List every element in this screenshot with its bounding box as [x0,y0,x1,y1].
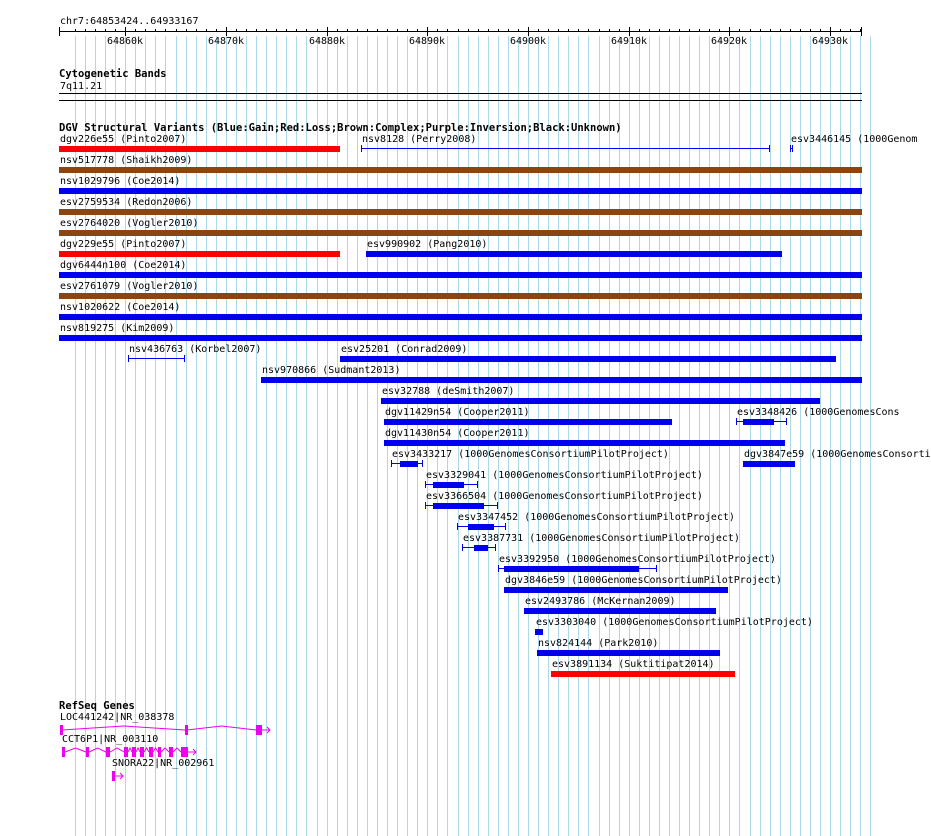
variant-core-bar[interactable] [433,503,484,509]
variant-label: esv2493786 (McKernan2009) [525,596,676,607]
dgv-track-title: DGV Structural Variants (Blue:Gain;Red:Loss;Brown:Complex;Purple:Inversion;Black:Unknown) [59,122,622,134]
ruler-minor-tick [659,29,660,32]
ruler-minor-tick [478,29,479,32]
variant-bar[interactable] [537,650,720,656]
ruler-minor-tick [256,29,257,32]
ruler-minor-tick [155,29,156,32]
ruler-minor-tick [468,29,469,32]
ruler-minor-tick [508,29,509,32]
ruler-minor-tick [458,29,459,32]
ruler-minor-tick [568,29,569,32]
variant-bar[interactable] [59,251,340,257]
ruler-major-tick [427,27,428,36]
ruler-major-tick [327,27,328,36]
gene-exon [185,725,188,735]
ruler-minor-tick [639,29,640,32]
variant-span-line[interactable] [128,358,185,359]
variant-bar[interactable] [59,209,862,215]
variant-bar[interactable] [261,377,862,383]
variant-label: esv3387731 (1000GenomesConsortiumPilotProject) [463,533,740,544]
variant-label: nsv436763 (Korbel2007) [129,344,262,355]
ruler-minor-tick [145,29,146,32]
ruler-minor-tick [840,29,841,32]
variant-label: esv3329041 (1000GenomesConsortiumPilotProject) [426,470,703,481]
gene-intron [89,748,106,752]
variant-bar[interactable] [381,398,820,404]
ruler-minor-tick [135,29,136,32]
ruler-minor-tick [206,29,207,32]
ruler-minor-tick [317,29,318,32]
ruler-minor-tick [417,29,418,32]
gene-model[interactable] [112,769,142,783]
variant-bar[interactable] [384,419,672,425]
ruler-minor-tick [790,29,791,32]
variant-end-cap [477,481,478,488]
ruler-end-tick [59,27,60,36]
variant-label: dgv229e55 (Pinto2007) [60,239,187,250]
variant-core-bar[interactable] [474,545,488,551]
ruler-end-tick [861,27,862,36]
ruler-minor-tick [337,29,338,32]
gene-exon [140,747,144,757]
variant-label: dgv11429n54 (Cooper2011) [385,407,530,418]
gene-exon [62,747,65,757]
variant-bar[interactable] [59,314,862,320]
ruler-minor-tick [196,29,197,32]
ruler-minor-tick [770,29,771,32]
ruler-minor-tick [186,29,187,32]
ruler-minor-tick [739,29,740,32]
ruler-minor-tick [437,29,438,32]
variant-label: nsv8128 (Perry2008) [362,134,477,145]
gene-intron [187,726,256,730]
ruler-major-tick [729,27,730,36]
variant-label: esv3392950 (1000GenomesConsortiumPilotProject) [499,554,776,565]
variant-bar[interactable] [59,335,862,341]
variant-end-cap [425,502,426,509]
ruler-minor-tick [95,29,96,32]
variant-label: esv3347452 (1000GenomesConsortiumPilotProject) [458,512,735,523]
ruler-minor-tick [538,29,539,32]
variant-label: esv3891134 (Suktitipat2014) [552,659,715,670]
ruler-minor-tick [760,29,761,32]
variant-label: esv2761079 (Vogler2010) [60,281,199,292]
ruler-axis [59,31,862,32]
ruler-minor-tick [347,29,348,32]
ruler-tick-label: 64900k [509,36,547,47]
ruler-minor-tick [447,29,448,32]
ruler-minor-tick [578,29,579,32]
gene-label: LOC441242|NR_038378 [60,712,175,723]
variant-core-bar[interactable] [400,461,418,467]
variant-label: esv2764020 (Vogler2010) [60,218,199,229]
variant-bar[interactable] [743,461,795,467]
ruler-minor-tick [810,29,811,32]
ruler-minor-tick [286,29,287,32]
gene-intron [161,748,169,752]
variant-label: esv32788 (deSmith2007) [382,386,515,397]
ruler-minor-tick [105,29,106,32]
ruler-minor-tick [397,29,398,32]
variant-label: dgv11430n54 (Cooper2011) [385,428,530,439]
variant-label: nsv970866 (Sudmant2013) [262,365,401,376]
variant-end-cap [128,355,129,362]
ruler-minor-tick [669,29,670,32]
variant-bar[interactable] [384,440,785,446]
ruler-location-label: chr7:64853424..64933167 [60,16,199,27]
ruler-minor-tick [689,29,690,32]
ruler-minor-tick [75,29,76,32]
ruler-minor-tick [165,29,166,32]
ruler-minor-tick [850,29,851,32]
variant-label: nsv1020622 (Coe2014) [60,302,181,313]
gene-intron [153,748,158,752]
variant-bar[interactable] [524,608,716,614]
ruler-minor-tick [407,29,408,32]
ruler-minor-tick [115,29,116,32]
variant-end-cap [361,145,362,152]
cytoband-line-top [59,93,862,94]
gene-label: CCT6P1|NR_003110 [62,734,159,745]
gene-intron [128,748,132,752]
variant-bar[interactable] [504,587,728,593]
variant-end-cap [425,481,426,488]
variant-end-cap [505,523,506,530]
ruler-minor-tick [488,29,489,32]
ruler-major-tick [528,27,529,36]
variant-end-cap [184,355,185,362]
gene-intron [110,748,124,752]
ruler-tick-label: 64920k [710,36,748,47]
ruler-minor-tick [649,29,650,32]
variant-span-line[interactable] [361,148,770,149]
ruler-minor-tick [236,29,237,32]
ruler-minor-tick [709,29,710,32]
variant-end-cap [422,460,423,467]
gene-exon [132,747,136,757]
variant-end-cap [656,565,657,572]
variant-bar[interactable] [59,230,862,236]
variant-end-cap [736,418,737,425]
gene-exon [112,771,115,781]
ruler-minor-tick [548,29,549,32]
ruler-minor-tick [558,29,559,32]
gene-intron [65,748,86,752]
ruler-minor-tick [296,29,297,32]
ruler-minor-tick [750,29,751,32]
variant-label: nsv824144 (Park2010) [538,638,659,649]
ruler-major-tick [629,27,630,36]
ruler-tick-label: 64910k [610,36,648,47]
variant-label: nsv1029796 (Coe2014) [60,176,181,187]
variant-bar[interactable] [340,356,836,362]
ruler-minor-tick [377,29,378,32]
ruler-minor-tick [599,29,600,32]
ruler-minor-tick [719,29,720,32]
gene-intron [136,748,140,752]
variant-label: dgv3846e59 (1000GenomesConsortiumPilotProject) [505,575,782,586]
ruler-minor-tick [588,29,589,32]
variant-label: dgv226e55 (Pinto2007) [60,134,187,145]
cytoband-line-bottom [59,100,862,101]
ruler-minor-tick [800,29,801,32]
ruler-minor-tick [387,29,388,32]
variant-end-cap [391,460,392,467]
ruler-minor-tick [176,29,177,32]
ruler-minor-tick [246,29,247,32]
variant-label: esv3303040 (1000GenomesConsortiumPilotProject) [536,617,813,628]
variant-label: esv25201 (Conrad2009) [341,344,468,355]
gene-exon [256,725,262,735]
gene-exon [106,747,110,757]
ruler-minor-tick [367,29,368,32]
variant-end-cap [498,565,499,572]
gene-intron [62,726,185,730]
ruler-minor-tick [85,29,86,32]
gene-model[interactable] [62,745,222,759]
ruler-minor-tick [619,29,620,32]
ruler-minor-tick [266,29,267,32]
variant-core-bar[interactable] [468,524,494,530]
ruler-tick-label: 64860k [106,36,144,47]
ruler-tick-label: 64890k [408,36,446,47]
cytoband-label: 7q11.21 [60,81,103,92]
ruler-major-tick [226,27,227,36]
ruler-minor-tick [860,29,861,32]
variant-bar[interactable] [535,629,543,635]
ruler-minor-tick [780,29,781,32]
ruler-tick-label: 64880k [308,36,346,47]
variant-bar[interactable] [551,671,735,677]
ruler-major-tick [830,27,831,36]
variant-end-cap [497,502,498,509]
ruler-tick-label: 64930k [811,36,849,47]
variant-label: esv3433217 (1000GenomesConsortiumPilotProject) [392,449,669,460]
gene-intron [144,748,149,752]
variant-core-bar[interactable] [504,566,639,572]
cytoband-track-title: Cytogenetic Bands [59,68,167,80]
ruler-minor-tick [276,29,277,32]
variant-label: dgv3847e59 (1000GenomesConsorti [744,449,931,460]
variant-label: esv990902 (Pang2010) [367,239,488,250]
variant-bar[interactable] [59,167,862,173]
ruler-minor-tick [216,29,217,32]
ruler-minor-tick [609,29,610,32]
variant-end-cap [792,145,793,152]
ruler-minor-tick [306,29,307,32]
variant-label: nsv517778 (Shaikh2009) [60,155,193,166]
gene-exon [181,747,188,757]
variant-label: esv3366504 (1000GenomesConsortiumPilotProject) [426,491,703,502]
gene-label: SNORA22|NR_002961 [112,758,215,769]
variant-end-cap [786,418,787,425]
ruler-minor-tick [699,29,700,32]
variant-bar[interactable] [366,251,782,257]
gene-exon [86,747,89,757]
variant-label: dgv6444n100 (Coe2014) [60,260,187,271]
ruler-minor-tick [679,29,680,32]
ruler-minor-tick [498,29,499,32]
gene-exon [149,747,153,757]
ruler-minor-tick [357,29,358,32]
variant-label: esv3348426 (1000GenomesCons [737,407,900,418]
ruler-minor-tick [820,29,821,32]
variant-label: nsv819275 (Kim2009) [60,323,175,334]
variant-end-cap [462,544,463,551]
ruler-minor-tick [518,29,519,32]
variant-end-cap [769,145,770,152]
variant-label: esv3446145 (1000Genom [791,134,918,145]
gene-exon [158,747,161,757]
variant-end-cap [790,145,791,152]
ruler-tick-label: 64870k [207,36,245,47]
variant-end-cap [457,523,458,530]
variant-bar[interactable] [59,272,862,278]
variant-label: esv2759534 (Redon2006) [60,197,193,208]
gene-exon [169,747,173,757]
variant-core-bar[interactable] [743,419,774,425]
variant-bar[interactable] [59,188,862,194]
variant-core-bar[interactable] [433,482,464,488]
gene-exon [124,747,128,757]
ruler-major-tick [125,27,126,36]
gene-intron [173,748,181,752]
variant-bar[interactable] [59,146,340,152]
variant-bar[interactable] [59,293,862,299]
refseq-track-title: RefSeq Genes [59,700,135,712]
variant-end-cap [495,544,496,551]
